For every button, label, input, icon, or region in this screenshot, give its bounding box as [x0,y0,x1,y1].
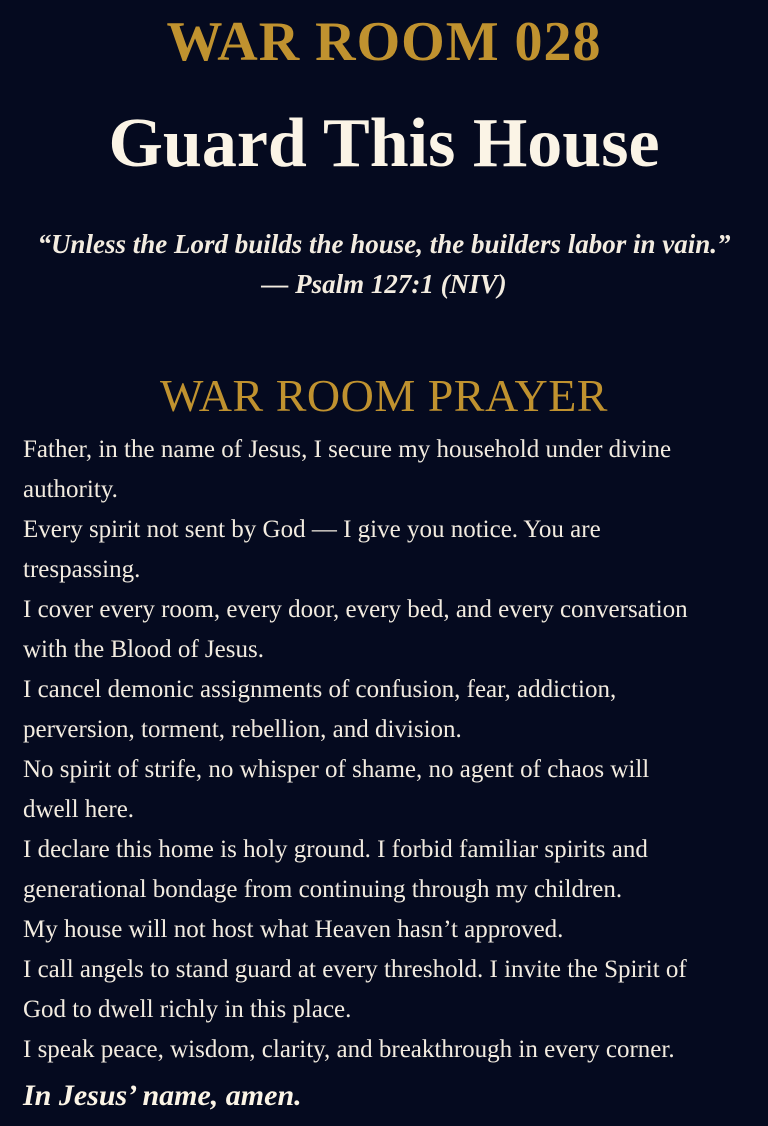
scripture-reference: — Psalm 127:1 (NIV) [261,269,507,299]
prayer-line: with the Blood of Jesus. [23,636,264,663]
prayer-line: authority. [23,476,118,503]
prayer-line: generational bondage from continuing through my children. [23,876,623,903]
header-kicker: WAR ROOM 028 [166,11,602,73]
prayer-line: trespassing. [23,556,141,583]
scripture-quote: “Unless the Lord builds the house, the builders labor in vain.” [37,229,731,259]
prayer-line: Every spirit not sent by God — I give you notice. You are [23,516,601,543]
prayer-line: perversion, torment, rebellion, and division. [23,716,462,743]
prayer-line: Father, in the name of Jesus, I secure my household under divine [23,436,672,463]
prayer-line: I call angels to stand guard at every threshold. I invite the Spirit of [23,956,687,983]
section-heading: WAR ROOM PRAYER [159,370,608,421]
prayer-line: I cancel demonic assignments of confusion, fear, addiction, [23,676,617,703]
prayer-line: I declare this home is holy ground. I forbid familiar spirits and [23,836,648,863]
prayer-body [23,430,753,1070]
scripture-quote-block [0,224,768,304]
page-title: Guard This House [108,105,660,182]
prayer-line: I speak peace, wisdom, clarity, and breakthrough in every corner. [23,1036,675,1063]
prayer-line: dwell here. [23,796,135,823]
prayer-line: I cover every room, every door, every bed, and every conversation [23,596,688,623]
prayer-line: God to dwell richly in this place. [23,996,352,1023]
prayer-closing: In Jesus’ name, amen. [23,1079,302,1112]
prayer-line: No spirit of strife, no whisper of shame, no agent of chaos will [23,756,650,783]
prayer-line: My house will not host what Heaven hasn’t approved. [23,916,564,943]
